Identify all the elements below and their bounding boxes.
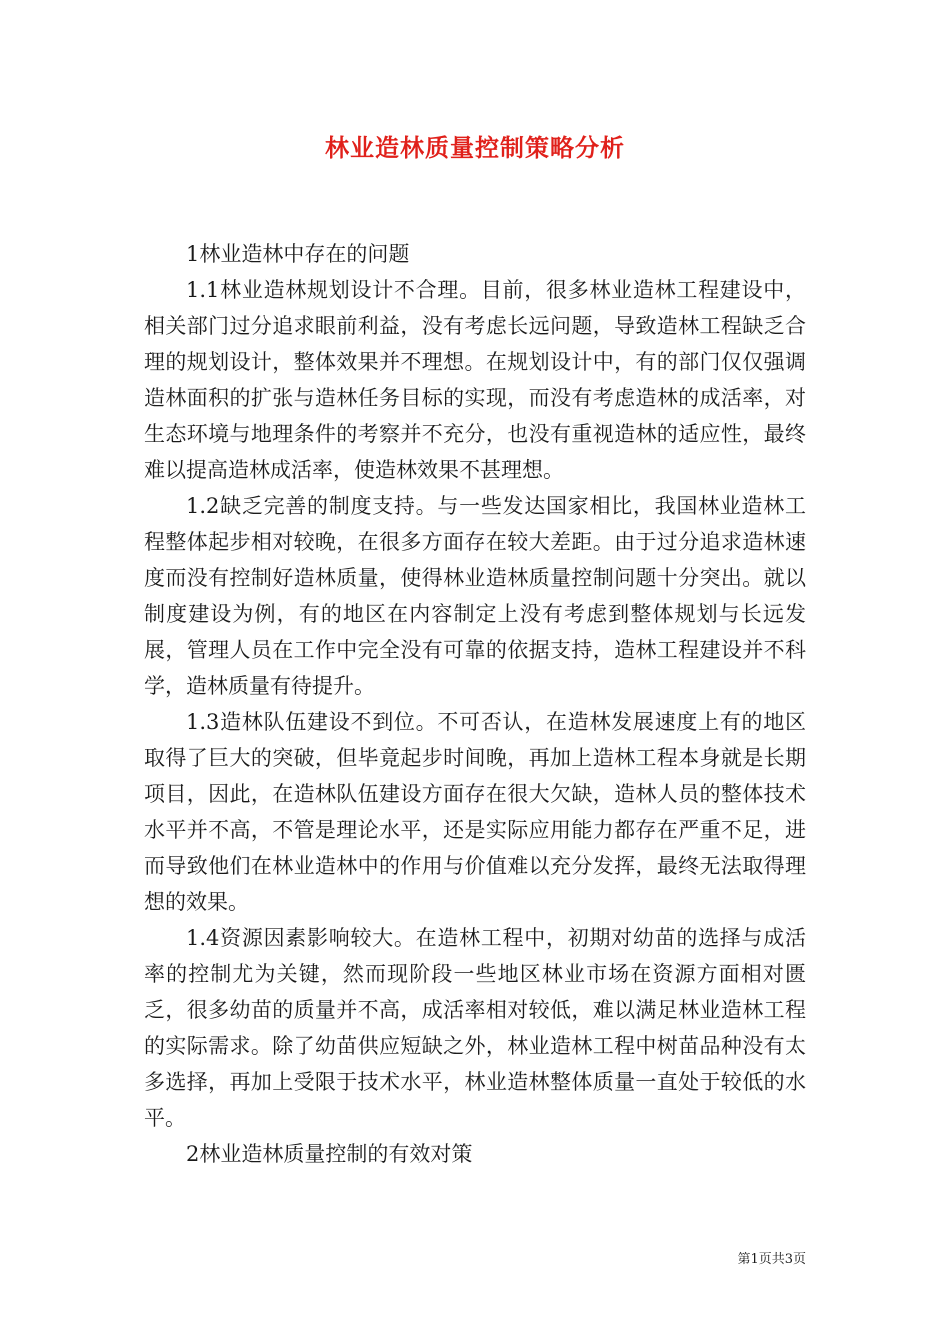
- paragraph-1-2: 1.2缺乏完善的制度支持。与一些发达国家相比，我国林业造林工程整体起步相对较晚，在很多方面存在较大差距。由于过分追求造林速度而没有控制好造林质量，使得林业造林质量控制问题十分突出。就以制度建设为例，有的地区在内容制定上没有考虑到整体规划与长远发展，管理人员在工作中完全没有可靠的依据支持，造林工程建设并不科学，造林质量有待提升。: [144, 494, 806, 698]
- paragraph-1-3: 1.3造林队伍建设不到位。不可否认，在造林发展速度上有的地区取得了巨大的突破，但毕竟起步时间晚，再加上造林工程本身就是长期项目，因此，在造林队伍建设方面存在很大欠缺，造林人员的整体技术水平并不高，不管是理论水平，还是实际应用能力都存在严重不足，进而导致他们在林业造林中的作用与价值难以充分发挥，最终无法取得理想的效果。: [144, 710, 806, 914]
- paragraph-1-4: 1.4资源因素影响较大。在造林工程中，初期对幼苗的选择与成活率的控制尤为关键，然而现阶段一些地区林业市场在资源方面相对匮乏，很多幼苗的质量并不高，成活率相对较低，难以满足林业造林工程的实际需求。除了幼苗供应短缺之外，林业造林工程中树苗品种没有太多选择，再加上受限于技术水平，林业造林整体质量一直处于较低的水平。: [144, 926, 806, 1130]
- section-heading-2: 2林业造林质量控制的有效对策: [186, 1142, 473, 1166]
- document-title: 林业造林质量控制策略分析: [325, 133, 625, 162]
- section-heading-1: 1林业造林中存在的问题: [186, 242, 410, 266]
- paragraph-1-1: 1.1林业造林规划设计不合理。目前，很多林业造林工程建设中，相关部门过分追求眼前利益，没有考虑长远问题，导致造林工程缺乏合理的规划设计，整体效果并不理想。在规划设计中，有的部门仅仅强调造林面积的扩张与造林任务目标的实现，而没有考虑造林的成活率，对生态环境与地理条件的考察并不充分，也没有重视造林的适应性，最终难以提高造林成活率，使造林效果不甚理想。: [144, 278, 806, 482]
- page-number-footer: 第1页共3页: [737, 1252, 806, 1267]
- document-body: [144, 236, 806, 1172]
